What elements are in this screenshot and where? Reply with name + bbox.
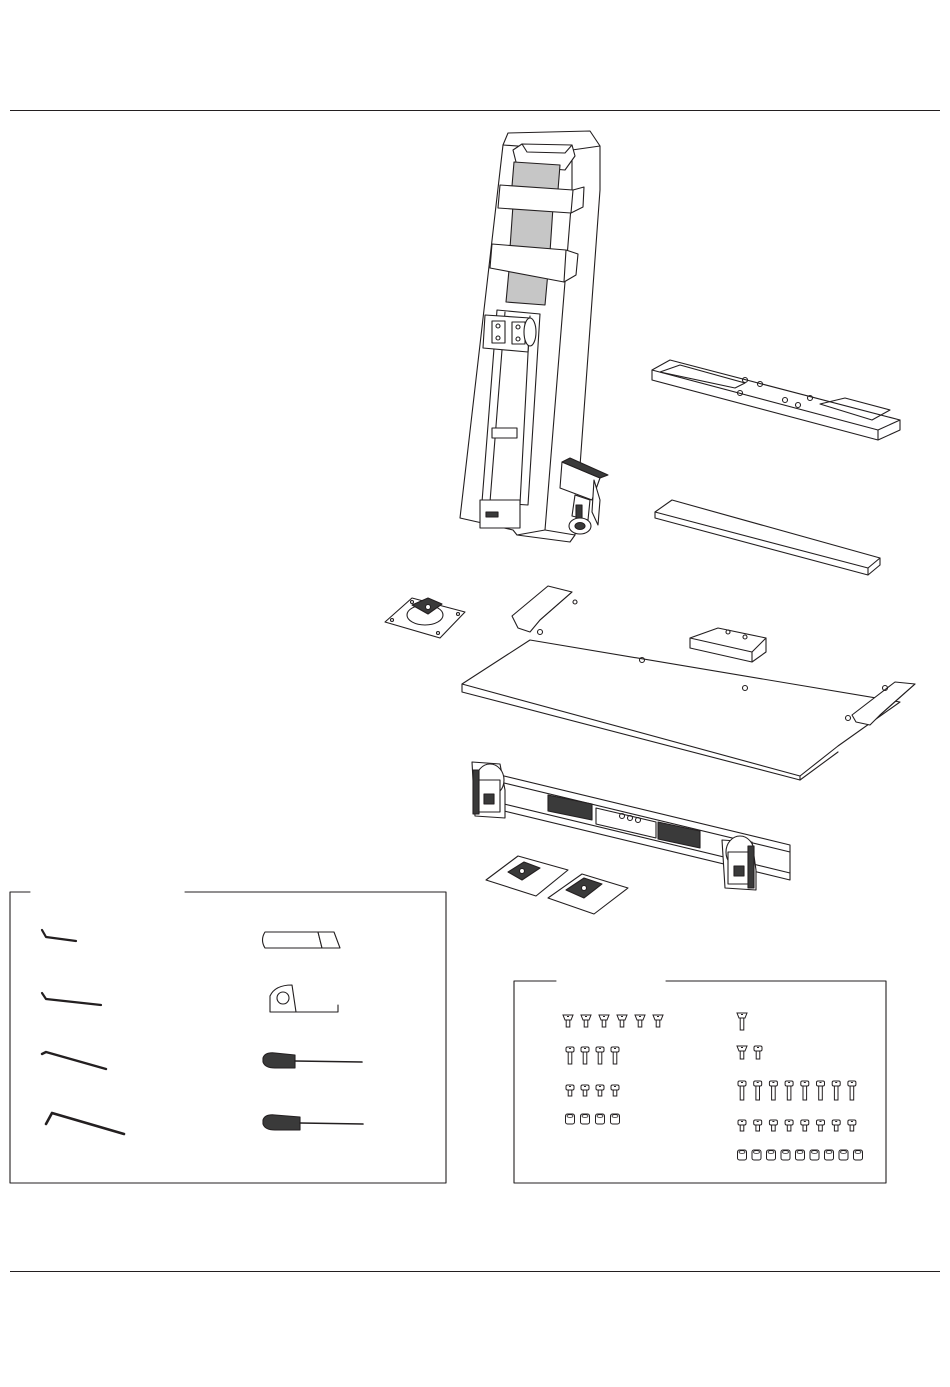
long-screw-row	[785, 1081, 793, 1086]
screw-pair-shank	[740, 1051, 744, 1059]
long-screw-row-shank	[834, 1086, 838, 1100]
short-screw-row-shank	[756, 1125, 760, 1131]
long-screw-shank	[583, 1052, 587, 1064]
spacer-hole	[567, 1115, 573, 1118]
spacer-row-hole	[754, 1151, 760, 1154]
long-screw	[566, 1047, 574, 1052]
spacer-hole	[612, 1115, 618, 1118]
short-screw-row	[848, 1120, 856, 1125]
short-screw-row-shank	[834, 1125, 838, 1131]
long-screw-row-shank	[787, 1086, 791, 1100]
spacer-row-hole	[739, 1151, 745, 1154]
flat-head-screw	[653, 1015, 663, 1020]
single-screw-shank	[740, 1018, 744, 1030]
short-screw-row-shank	[850, 1125, 854, 1131]
short-screw-shank	[583, 1090, 587, 1096]
footer-rule	[10, 1271, 940, 1272]
flat-head-screw-shank	[584, 1020, 588, 1027]
long-screw-row-shank	[850, 1086, 854, 1100]
flat-head-screw-shank	[638, 1020, 642, 1027]
spacer-row-hole	[855, 1151, 861, 1154]
spacer-row-hole	[826, 1151, 832, 1154]
long-screw-row-shank	[819, 1086, 823, 1100]
long-screw-row	[738, 1081, 746, 1086]
flat-head-screw	[563, 1015, 573, 1020]
short-screw	[596, 1085, 604, 1090]
short-screw-row-shank	[787, 1125, 791, 1131]
spacer-hole	[597, 1115, 603, 1118]
long-screw-row	[801, 1081, 809, 1086]
short-screw-row-shank	[772, 1125, 776, 1131]
spacer-row-hole	[768, 1151, 774, 1154]
long-screw-shank	[568, 1052, 572, 1064]
long-screw-row-shank	[756, 1086, 760, 1100]
short-screw-row-shank	[740, 1125, 744, 1131]
long-screw-row	[817, 1081, 825, 1086]
short-screw	[566, 1085, 574, 1090]
short-screw-row	[817, 1120, 825, 1125]
long-screw-row	[754, 1081, 762, 1086]
spacer-hole	[582, 1115, 588, 1118]
spacer-row-hole	[812, 1151, 818, 1154]
short-screw-row	[801, 1120, 809, 1125]
short-screw-shank	[568, 1090, 572, 1096]
flat-head-screw	[599, 1015, 609, 1020]
flat-head-screw-shank	[620, 1020, 624, 1027]
long-screw	[581, 1047, 589, 1052]
long-screw-row	[832, 1081, 840, 1086]
screw-pair	[737, 1046, 747, 1051]
flat-head-screw	[581, 1015, 591, 1020]
spacer-row-hole	[841, 1151, 847, 1154]
long-screw	[611, 1047, 619, 1052]
long-screw-shank	[613, 1052, 617, 1064]
long-screw-shank	[598, 1052, 602, 1064]
short-screw-shank	[613, 1090, 617, 1096]
short-screw-row-shank	[803, 1125, 807, 1131]
flat-head-screw-shank	[566, 1020, 570, 1027]
flat-head-screw	[617, 1015, 627, 1020]
short-screw-row	[754, 1120, 762, 1125]
spacer-row-hole	[783, 1151, 789, 1154]
short-screw-row	[832, 1120, 840, 1125]
long-screw-row-shank	[803, 1086, 807, 1100]
screw-pair	[754, 1046, 762, 1051]
short-screw-shank	[598, 1090, 602, 1096]
screw-pair-shank	[756, 1051, 760, 1059]
short-screw	[581, 1085, 589, 1090]
long-screw-row-shank	[740, 1086, 744, 1100]
short-screw-row-shank	[819, 1125, 823, 1131]
flat-head-screw-shank	[656, 1020, 660, 1027]
flat-head-screw	[635, 1015, 645, 1020]
flat-head-screw-shank	[602, 1020, 606, 1027]
short-screw-row	[738, 1120, 746, 1125]
long-screw-row-shank	[772, 1086, 776, 1100]
short-screw-row	[769, 1120, 777, 1125]
spacer-row-hole	[797, 1151, 803, 1154]
long-screw-row	[848, 1081, 856, 1086]
short-screw	[611, 1085, 619, 1090]
long-screw	[596, 1047, 604, 1052]
long-screw-row	[769, 1081, 777, 1086]
single-screw	[737, 1013, 747, 1018]
short-screw-row	[785, 1120, 793, 1125]
